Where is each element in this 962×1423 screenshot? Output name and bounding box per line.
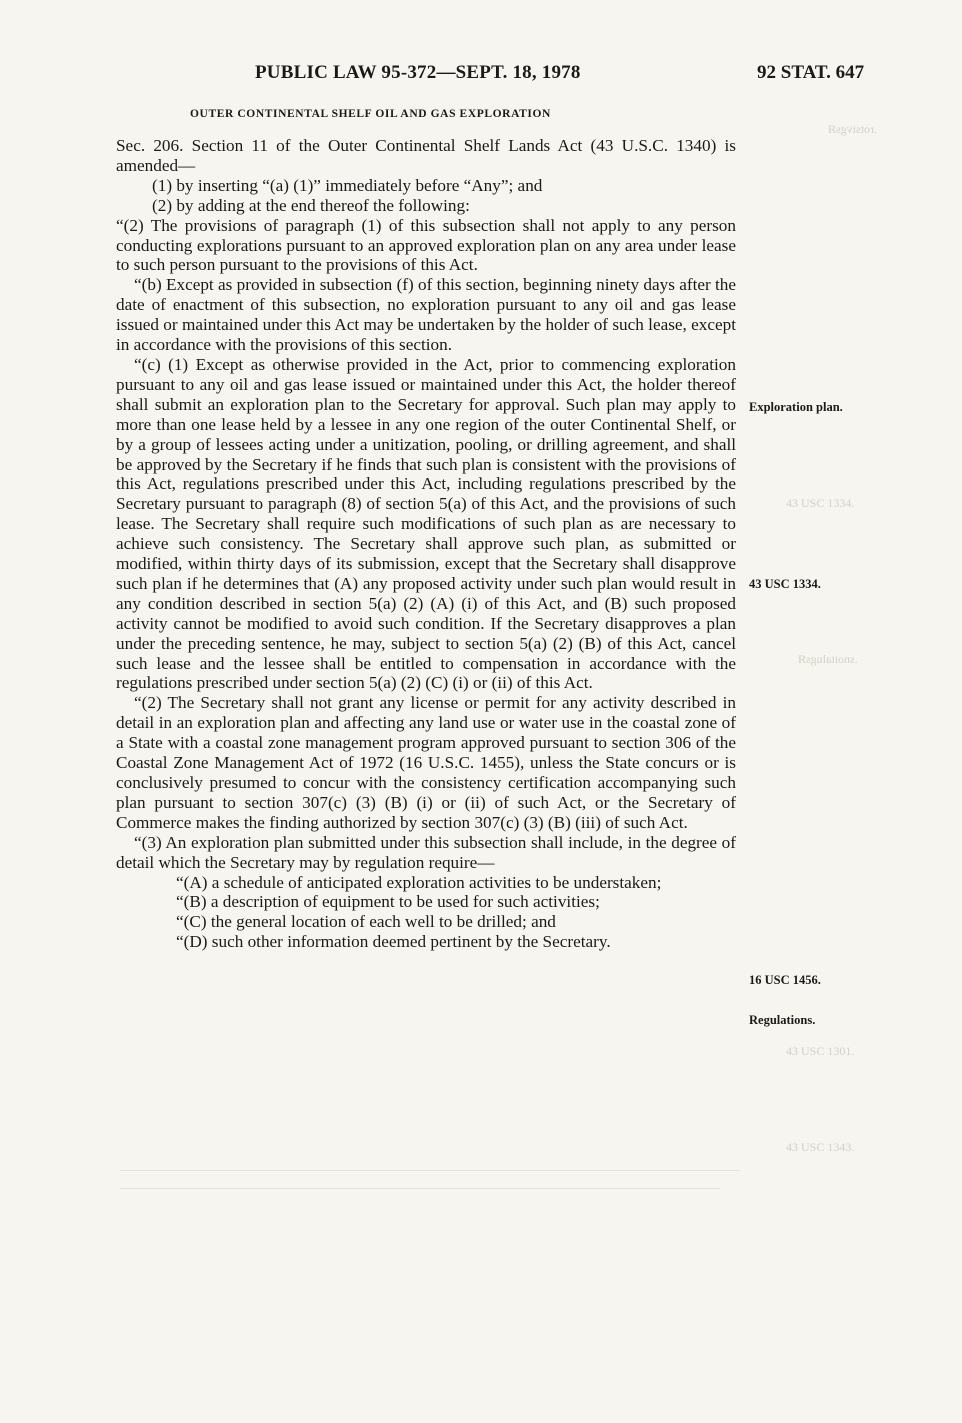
- page-number: 92 STAT. 647: [757, 62, 865, 83]
- show-through-text: .rotsivgsЯ: [828, 122, 878, 136]
- margin-note-43-usc-1334: 43 USC 1334.: [749, 577, 821, 591]
- paragraph-item-d: “(D) such other information deemed pertinent by the Secretary.: [176, 932, 611, 952]
- margin-note-exploration-plan: Exploration plan.: [749, 400, 843, 414]
- show-through-text: 43 USC 1334.: [786, 496, 855, 510]
- paragraph-subsec-c2: “(2) The Secretary shall not grant any license or permit for any activity described in detail in an exploration plan and affecting any land use or water use in the coastal zone of a State with a coastal zone management program approved pursuant to section 306 of the Coastal Zone Management Act of 1972 (16 U.S.C. 1455), unless the State concurs or is conclusively presumed to concur with the consistency certification accompanying such plan pursuant to section 307(c) (3) (B) (i) or (ii) of such Act, or the Secretary of Commerce makes the finding authorized by section 307(c) (3) (B) (iii) of such Act.: [116, 693, 736, 832]
- paragraph-amend-2: (2) by adding at the end thereof the following:: [152, 195, 470, 215]
- show-through-text: .snoitalugsЯ: [798, 652, 858, 666]
- show-through-rule: [120, 1170, 740, 1171]
- paragraph-sec-206: Sec. 206. Section 11 of the Outer Continental Shelf Lands Act (43 U.S.C. 1340) is amended—: [116, 136, 736, 175]
- paragraph-amend-1: (1) by inserting “(a) (1)” immediately before “Any”; and: [152, 175, 543, 195]
- paragraph-subsec-c3: “(3) An exploration plan submitted under this subsection shall include, in the degree of detail which the Secretary may by regulation require—: [116, 832, 736, 872]
- margin-note-regulations: Regulations.: [749, 1013, 816, 1027]
- show-through-text: 43 USC 1343.: [786, 1140, 855, 1154]
- paragraph-subsec-c1: “(c) (1) Except as otherwise provided in the Act, prior to commencing exploration pursuant to any oil and gas lease issued or maintained under this Act, the holder thereof shall submit an exploration plan to the Secretary for approval. Such plan may apply to more than one lease held by a lessee in any one region of the outer Continental Shelf, or by a group of lessees acting under a unitization, pooling, or drilling agreement, and shall be approved by the Secretary if he finds that such plan is consistent with the provisions of this Act, regulations prescribed under this Act, including regulations prescribed by the Secretary pursuant to paragraph (8) of section 5(a) of this Act, and the provisions of such lease. The Secretary shall require such modifications of such plan as are necessary to achieve such consistency. The Secretary shall approve such plan, as submitted or modified, within thirty days of its submission, except that the Secretary shall disapprove such plan if he determines that (A) any proposed activity under such plan would result in any condition described in section 5(a) (2) (A) (i) of this Act, and (B) such proposed activity cannot be modified to avoid such condition. If the Secretary disapproves a plan under the preceding sentence, he may, subject to section 5(a) (2) (B) of this Act, cancel such lease and the lessee shall be entitled to compensation in accordance with the regulations prescribed under section 5(a) (2) (C) (i) or (ii) of this Act.: [116, 354, 736, 693]
- paragraph-item-a: “(A) a schedule of anticipated exploration activities to be understaken;: [176, 872, 662, 892]
- paragraph-item-b: “(B) a description of equipment to be used for such activities;: [176, 892, 600, 912]
- body-text: [116, 136, 736, 952]
- show-through-rule: [120, 1188, 720, 1189]
- show-through-text: 43 USC 1301.: [786, 1044, 855, 1058]
- paragraph-subsec-b: “(b) Except as provided in subsection (f) of this section, beginning ninety days after the date of enactment of this subsection, no exploration pursuant to any oil and gas lease issued or maintained under this Act may be undertaken by the holder of such lease, except in accordance with the provisions of this section.: [116, 275, 736, 355]
- paragraph-item-c: “(C) the general location of each well to be drilled; and: [176, 912, 556, 932]
- running-head: PUBLIC LAW 95-372—SEPT. 18, 1978: [255, 62, 581, 83]
- section-heading: OUTER CONTINENTAL SHELF OIL AND GAS EXPLORATION: [190, 108, 551, 120]
- paragraph-subsec-a2: “(2) The provisions of paragraph (1) of this subsection shall not apply to any person conducting explorations pursuant to an approved exploration plan on any area under lease to such person pursuant to the provisions of this Act.: [116, 215, 736, 275]
- margin-note-16-usc-1456: 16 USC 1456.: [749, 973, 821, 987]
